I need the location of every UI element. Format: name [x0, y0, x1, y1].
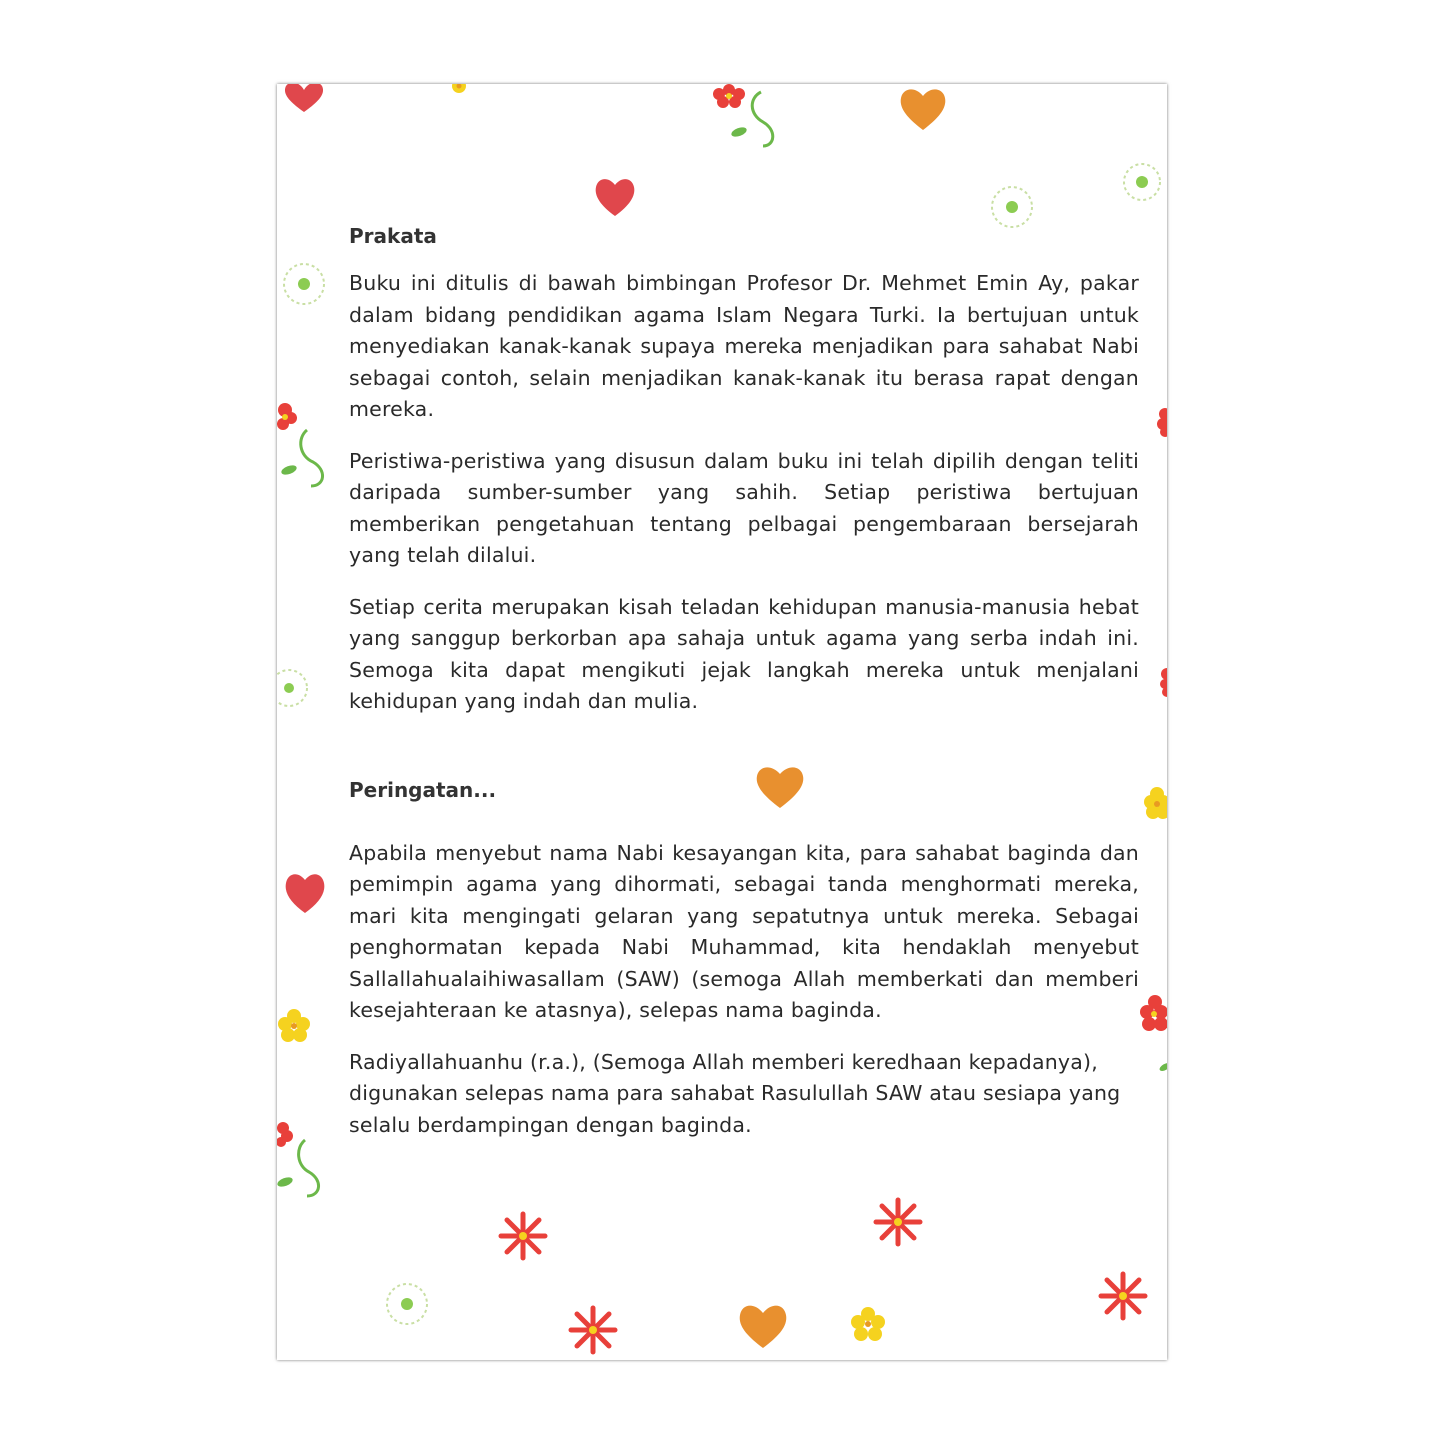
section-heading-prakata: Prakata [349, 224, 437, 248]
flower-vine-icon [277, 400, 333, 490]
flower-icon [850, 1306, 886, 1342]
circle-flower-icon [279, 260, 329, 308]
circle-flower-icon [1119, 159, 1165, 205]
paragraph: Radiyallahuanhu (r.a.), (Semoga Allah memberi keredhaan kepadanya), digunakan selepas nama para sahabat Rasulullah SAW atau sesiapa yang selalu berdampingan dengan baginda. [349, 1049, 1121, 1137]
flower-icon [1139, 994, 1167, 1034]
circle-flower-icon [277, 666, 313, 710]
heart-icon [282, 84, 326, 112]
heart-icon [897, 84, 949, 132]
book-page [277, 84, 1167, 1360]
flower-icon [1151, 406, 1167, 438]
section-spacer [349, 738, 1139, 778]
flower-icon [447, 84, 471, 98]
section-heading-peringatan: Peringatan... [349, 777, 497, 802]
star-flower-icon [1097, 1270, 1149, 1322]
flower-icon [277, 1008, 311, 1044]
paragraph: Setiap cerita merupakan kisah teladan kehidupan manusia-manusia hebat yang sanggup berkorban apa sahaja untuk agama yang serba indah ini. Semoga kita dapat mengikuti jejak langkah mereka untuk menjalani kehidupan yang indah dan mulia. [349, 594, 1139, 713]
page-content [349, 224, 1139, 1161]
paragraph: Peristiwa-peristiwa yang disusun dalam buku ini telah dipilih dengan teliti daripada sumber-sumber yang sahih. Setiap peristiwa bertujuan memberikan pengetahuan tentang pelbagai pengembaraan bersejarah yang telah dilalui. [349, 448, 1139, 567]
heart-icon [736, 1300, 790, 1350]
circle-flower-icon [382, 1280, 432, 1328]
heart-icon [282, 869, 328, 915]
heart-icon [592, 174, 638, 218]
star-flower-icon [872, 1196, 924, 1248]
flower-vine-icon [277, 1120, 327, 1200]
paragraph: Apabila menyebut nama Nabi kesayangan kita, para sahabat baginda dan pemimpin agama yang dihormati, sebagai tanda menghormati mereka, mari kita mengingati gelaran yang sepatutnya untuk mereka. Sebagai penghormatan kepada Nabi Muhammad, kita hendaklah menyebut Sallallahualaihiwasallam (SAW) (semoga Allah memberkati dan memberi kesejahteraan ke atasnya), selepas nama baginda. [349, 840, 1139, 1022]
star-flower-icon [567, 1304, 619, 1356]
star-flower-icon [497, 1210, 549, 1262]
paragraph: Buku ini ditulis di bawah bimbingan Profesor Dr. Mehmet Emin Ay, pakar dalam bidang pendidikan agama Islam Negara Turki. Ia bertujuan untuk menyediakan kanak-kanak supaya mereka menjadikan para sahabat Nabi sebagai contoh, selain menjadikan kanak-kanak itu berasa rapat dengan mereka. [349, 271, 1139, 421]
flower-vine-icon [709, 84, 789, 154]
flower-icon [1155, 666, 1167, 698]
flower-icon [1143, 786, 1167, 822]
leaf-icon [1157, 1060, 1167, 1074]
